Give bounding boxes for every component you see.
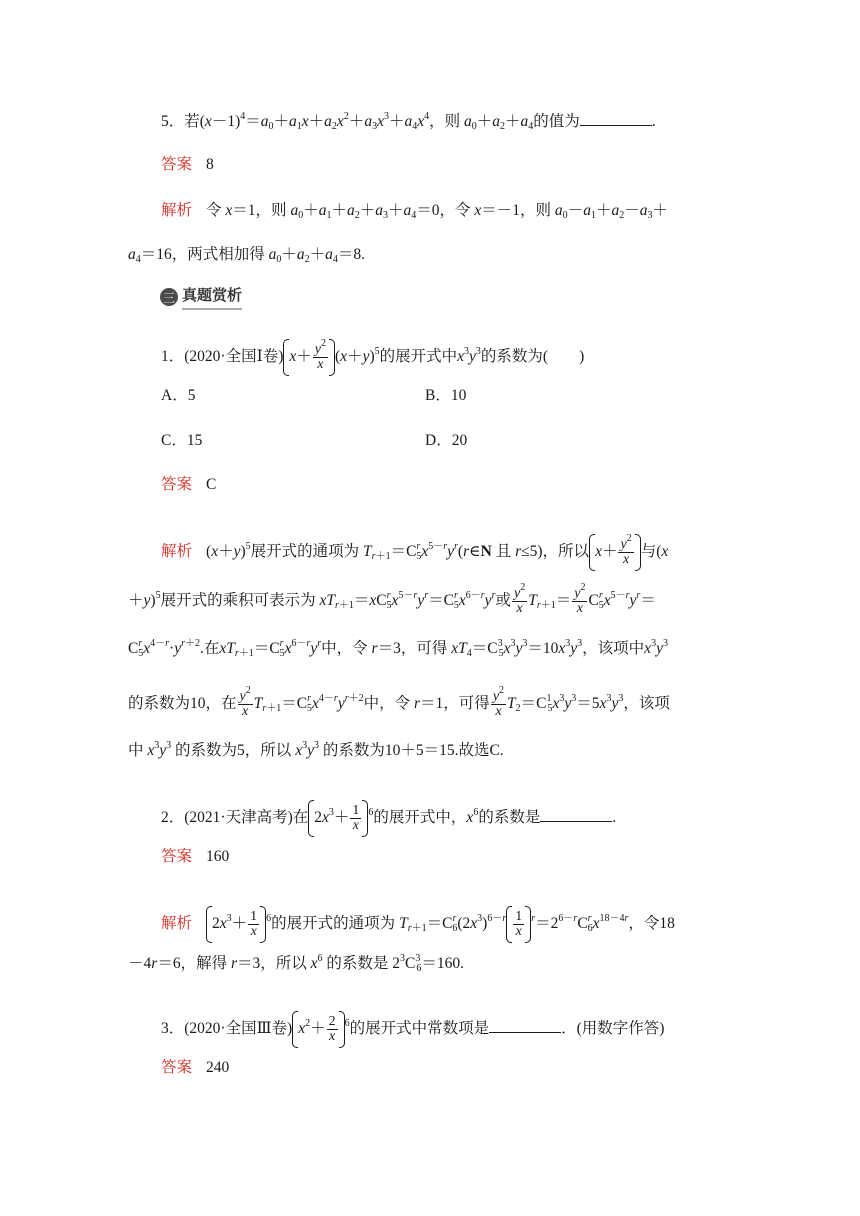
q5-analysis-line2: $a_4=16$，两式相加得 $a_0+a_2+a_4=8$. xyxy=(128,246,366,265)
p1-analysis-line4: 的系数为10，在 $\frac{y^2}{x}$ $T_{r+1}=C^r_5x^{4-r}y^{r+2}$中，令 r＝1，可得 $\frac{y^2}{x}$ $T_2=C^1_5x^3y^3=5x^3y^3$，该项 xyxy=(128,685,670,719)
p2-analysis-line1: 解析 $2x^3+$ $\frac{1}{x}$ $^6$的展开式的通项为 $T_{r+1}=C^r_6(2x^3)^{6-r}$ $\frac{1}{x}$ $^r=2^{6-r}C^r_6x^{18-4r}$，令18 xyxy=(161,909,675,939)
p1-option-b: B．10 xyxy=(425,387,467,404)
p1-analysis-line2: ＋y)$^5$展开式的乘积可表示为 $xT_{r+1}=xC^r_5x^{5-r}y^r=C^r_5x^{6-r}y^r$或 $\frac{y^2}{x}$ $T_{r+1}=$ $\frac{y^2}{x}$ $C^r_5x^{5-r}y^r=$ xyxy=(128,582,656,616)
section-banner xyxy=(160,284,242,310)
p3-answer: 答案 240 xyxy=(161,1059,230,1076)
p2-answer: 答案 160 xyxy=(161,848,230,865)
p1-analysis-line5: 中 $x^3y^3$ 的系数为5，所以 $x^3y^3$ 的系数为10＋5＝15.故选C. xyxy=(128,740,504,759)
p1-option-a: A．5 xyxy=(161,387,196,404)
p1-answer: 答案 C xyxy=(161,476,217,493)
p1-option-c: C．15 xyxy=(161,432,203,449)
p2-stem: 2．(2021·天津高考)在 $2x^3+$ $\frac{1}{x}$ $^6$的展开式中，$x^6$的系数是 . xyxy=(161,803,617,833)
p3-stem: 3．(2020·全国Ⅲ卷) $x^2+$ $\frac{2}{x}$ $^6$的展开式中常数项是 ．(用数字作答) xyxy=(161,1014,665,1044)
section-number-icon: 三 xyxy=(160,288,178,306)
p1-stem: 1．(2020·全国Ⅰ卷) x＋ $\frac{y^2}{x}$ $(x+y)^5$的展开式中$x^3y^3$的系数为( ) xyxy=(161,338,585,372)
p1-analysis-line1: 解析 $(x+y)^5$展开式的通项为 $T_{r+1}=C^r_5x^{5-r}y^r(r\in N$ 且 r≤5)，所以 x＋ $\frac{y^2}{x}$ 与(x xyxy=(161,533,669,567)
section-title: 真题赏析 xyxy=(182,284,242,310)
q5-answer: 答案 8 xyxy=(161,156,214,173)
p1-analysis-line3: $C^r_5x^{4-r}\cdot y^{r+2}$.在$xT_{r+1}=C^r_5x^{6-r}y^r$中，令 r＝3，可得 $xT_4=C^3_5x^3y^3=10x^3y^3$，该项中$x^3y^3$ xyxy=(128,638,668,659)
q5-analysis-line1: 解析 令 x＝1，则 $a_0+a_1+a_2+a_3+a_4=0$，令 x＝－1，则 $a_0-a_1+a_2-a_3+$ xyxy=(161,202,668,221)
q5-stem: 5．若$(x-1)^4=a_0+a_1x+a_2x^2+a_3x^3+a_4x^4$，则 $a_0+a_2+a_4$的值为 . xyxy=(161,111,656,132)
p1-option-d: D．20 xyxy=(425,432,468,449)
p2-analysis-line2: －4r＝6，解得 r＝3，所以 $x^6$ 的系数是 $2^3C^3_6=160$. xyxy=(128,953,465,974)
